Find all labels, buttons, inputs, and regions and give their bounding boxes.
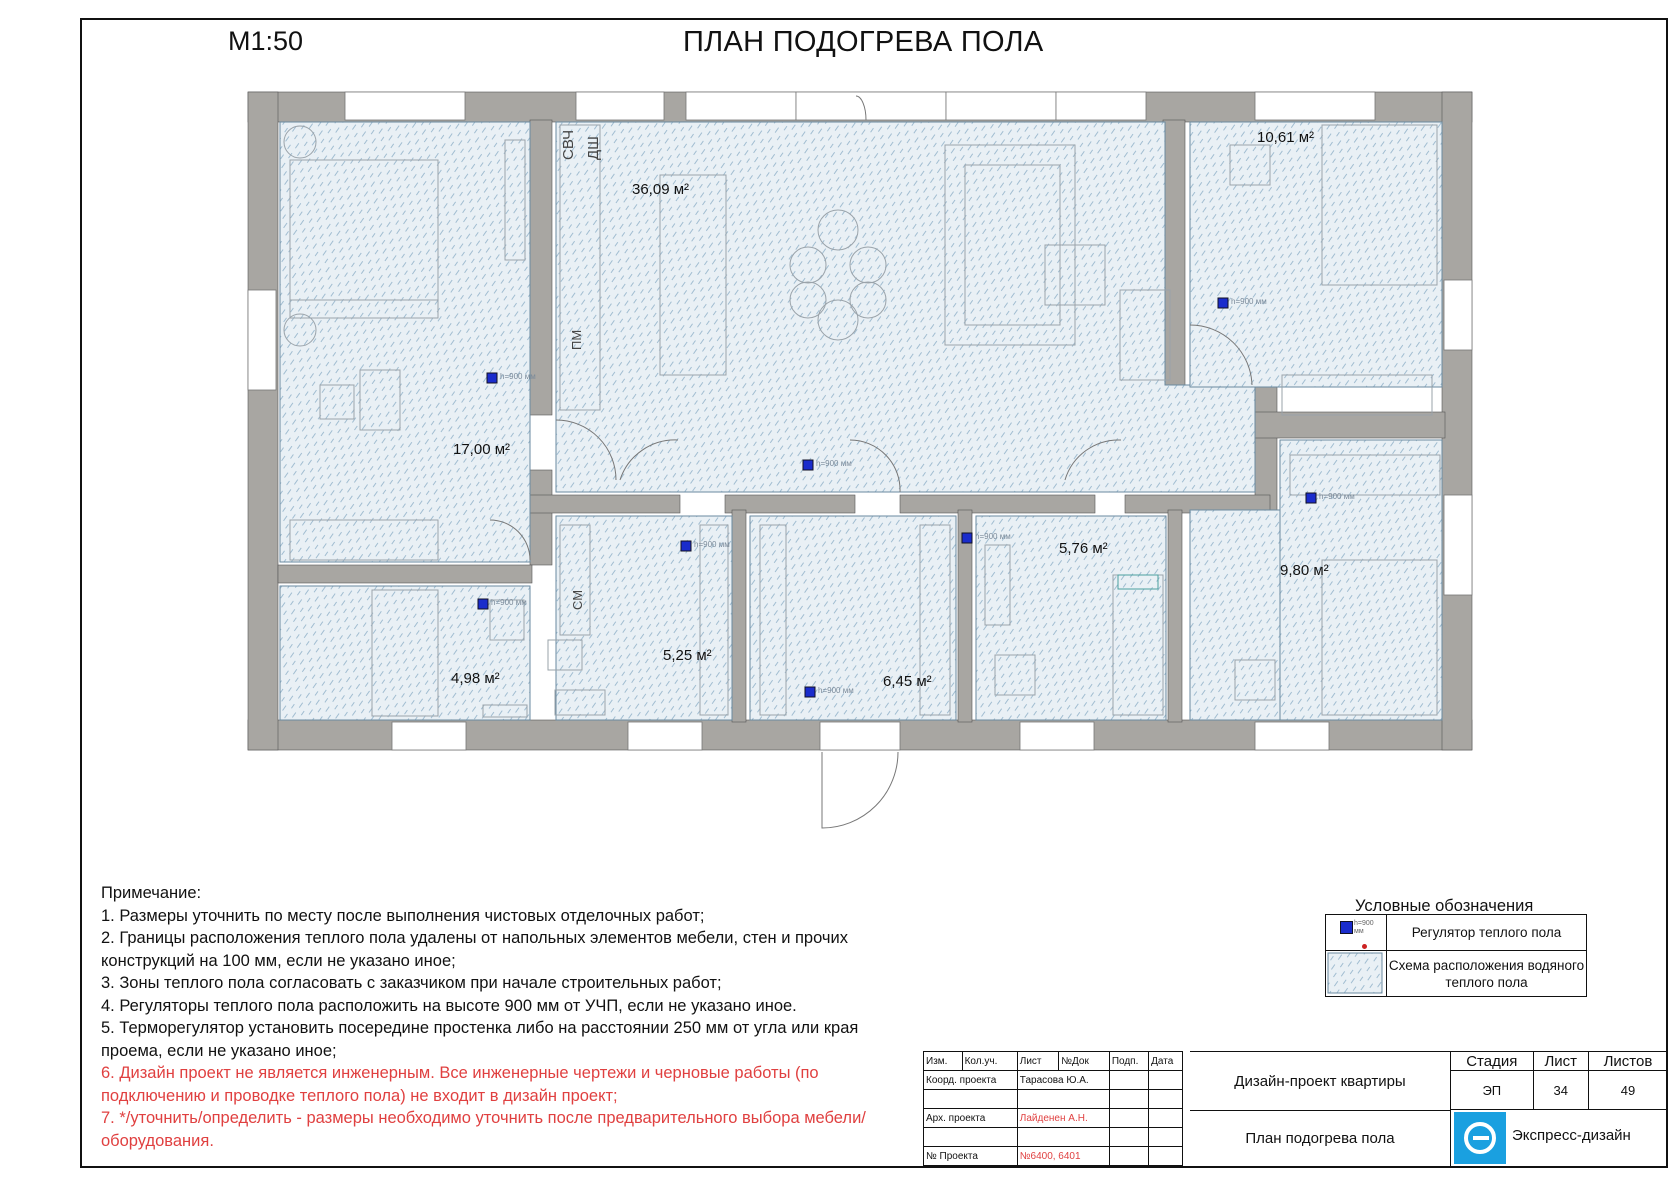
company-name: Экспресс-дизайн [1512, 1127, 1631, 1144]
room-area-laundry: 5,25 м² [663, 647, 712, 664]
scale-label: М1:50 [228, 26, 304, 56]
regulator-height-label: h=900 мм [1231, 297, 1267, 306]
note-item: 1. Размеры уточнить по месту после выполнения чистовых отделочных работ; [101, 906, 705, 925]
regulator-height-label: h=900 мм [694, 540, 730, 549]
note-item: 4. Регуляторы теплого пола расположить на высоте 900 мм от УЧП, если не указано иное. [101, 996, 797, 1015]
room-area-kitchen-living: 36,09 м² [632, 181, 690, 198]
regulator-icon [478, 599, 488, 609]
hatch-icon [1326, 951, 1387, 996]
note-item: 5. Терморегулятор установить посередине простенка либо на расстоянии 250 мм от угла или края проема, если не указано иное; [101, 1019, 859, 1060]
tb-project-title: Дизайн-проект квартиры [1190, 1051, 1451, 1111]
legend-table [1325, 914, 1587, 997]
room-area-bedroom-top-right: 10,61 м² [1257, 129, 1315, 146]
tb-header: Дата [1149, 1052, 1183, 1071]
tb-arch-name: Лайденен А.Н. [1017, 1109, 1109, 1128]
legend-title: Условные обозначения [1355, 897, 1534, 915]
legend-item-regulator: Регулятор теплого пола [1411, 925, 1562, 940]
regulator-icon [1218, 298, 1228, 308]
tb-sheet: 34 [1533, 1071, 1588, 1110]
regulator-height-label: h=900 мм [975, 532, 1011, 541]
regulator-height-label: h=900 мм [816, 459, 852, 468]
tb-sheet-title: План подогрева пола [1190, 1109, 1451, 1168]
tb-header: Кол.уч. [962, 1052, 1017, 1071]
note-item: 2. Границы расположения теплого пола удалены от напольных элементов мебели, стен и прочих конструкций на 100 мм, если не указано иное; [101, 929, 848, 970]
regulator-height-label: h=900 мм [500, 372, 536, 381]
note-item: 3. Зоны теплого пола согласовать с заказчиком при начале строительных работ; [101, 974, 722, 992]
tb-sheets: 49 [1588, 1071, 1667, 1110]
regulator-height-label: h=900 мм [1319, 492, 1355, 501]
room-area-hall: 6,45 м² [883, 673, 932, 690]
washer-label: СМ [570, 589, 585, 610]
room-area-bathroom-left: 4,98 м² [451, 670, 500, 687]
tb-header: Изм. [924, 1052, 963, 1071]
tb-stage: ЭП [1451, 1071, 1534, 1110]
tb-arch-label: Арх. проекта [924, 1109, 1018, 1128]
notes-heading: Примечание: [101, 884, 202, 902]
note-warning: 6. Дизайн проект не является инженерным. Все инженерные чертежи и черновые работы (по подключению и проводке теплого пола) не входит в дизайн проект; [101, 1064, 819, 1105]
regulator-icon: h=900 мм [1326, 915, 1387, 950]
room-area-bathroom-right: 5,76 м² [1059, 540, 1108, 557]
regulator-icon [1306, 493, 1316, 503]
dishwasher-label: ДШ [585, 136, 602, 160]
tb-header: Лист [1017, 1052, 1058, 1071]
tb-coord-label: Коорд. проекта [924, 1071, 1018, 1090]
company-logo-icon [1454, 1112, 1506, 1164]
note-warning: 7. */уточнить/определить - размеры необходимо уточнить после предварительного выбора мебели/оборудования. [101, 1109, 866, 1150]
title-block [923, 1051, 1668, 1168]
regulator-height-label: h=900 мм [818, 686, 854, 695]
microwave-label: СВЧ [560, 129, 577, 160]
regulator-icon [803, 460, 813, 470]
room-area-bedroom-left: 17,00 м² [453, 441, 511, 458]
tb-header: Подп. [1109, 1052, 1148, 1071]
regulator-icon [962, 533, 972, 543]
tb-stage-label: Стадия [1451, 1052, 1534, 1071]
tb-sheet-label: Лист [1533, 1052, 1588, 1071]
pm-label: ПМ [569, 329, 584, 350]
regulator-icon [681, 541, 691, 551]
drawing-title: ПЛАН ПОДОГРЕВА ПОЛА [683, 26, 1044, 58]
regulator-height-label: h=900 мм [491, 598, 527, 607]
legend-item-hatch: Схема расположения водяного теплого пола [1388, 957, 1585, 990]
tb-sheets-label: Листов [1588, 1052, 1667, 1071]
regulator-icon [487, 373, 497, 383]
tb-header: №Док [1059, 1052, 1110, 1071]
regulator-icon [805, 687, 815, 697]
notes-block [101, 882, 921, 1152]
room-area-bedroom-bottom-right: 9,80 м² [1280, 562, 1329, 579]
tb-project-number: №6400, 6401 [1017, 1147, 1109, 1166]
tb-coord-name: Тарасова Ю.А. [1017, 1071, 1109, 1090]
tb-project-label: № Проекта [924, 1147, 1018, 1166]
